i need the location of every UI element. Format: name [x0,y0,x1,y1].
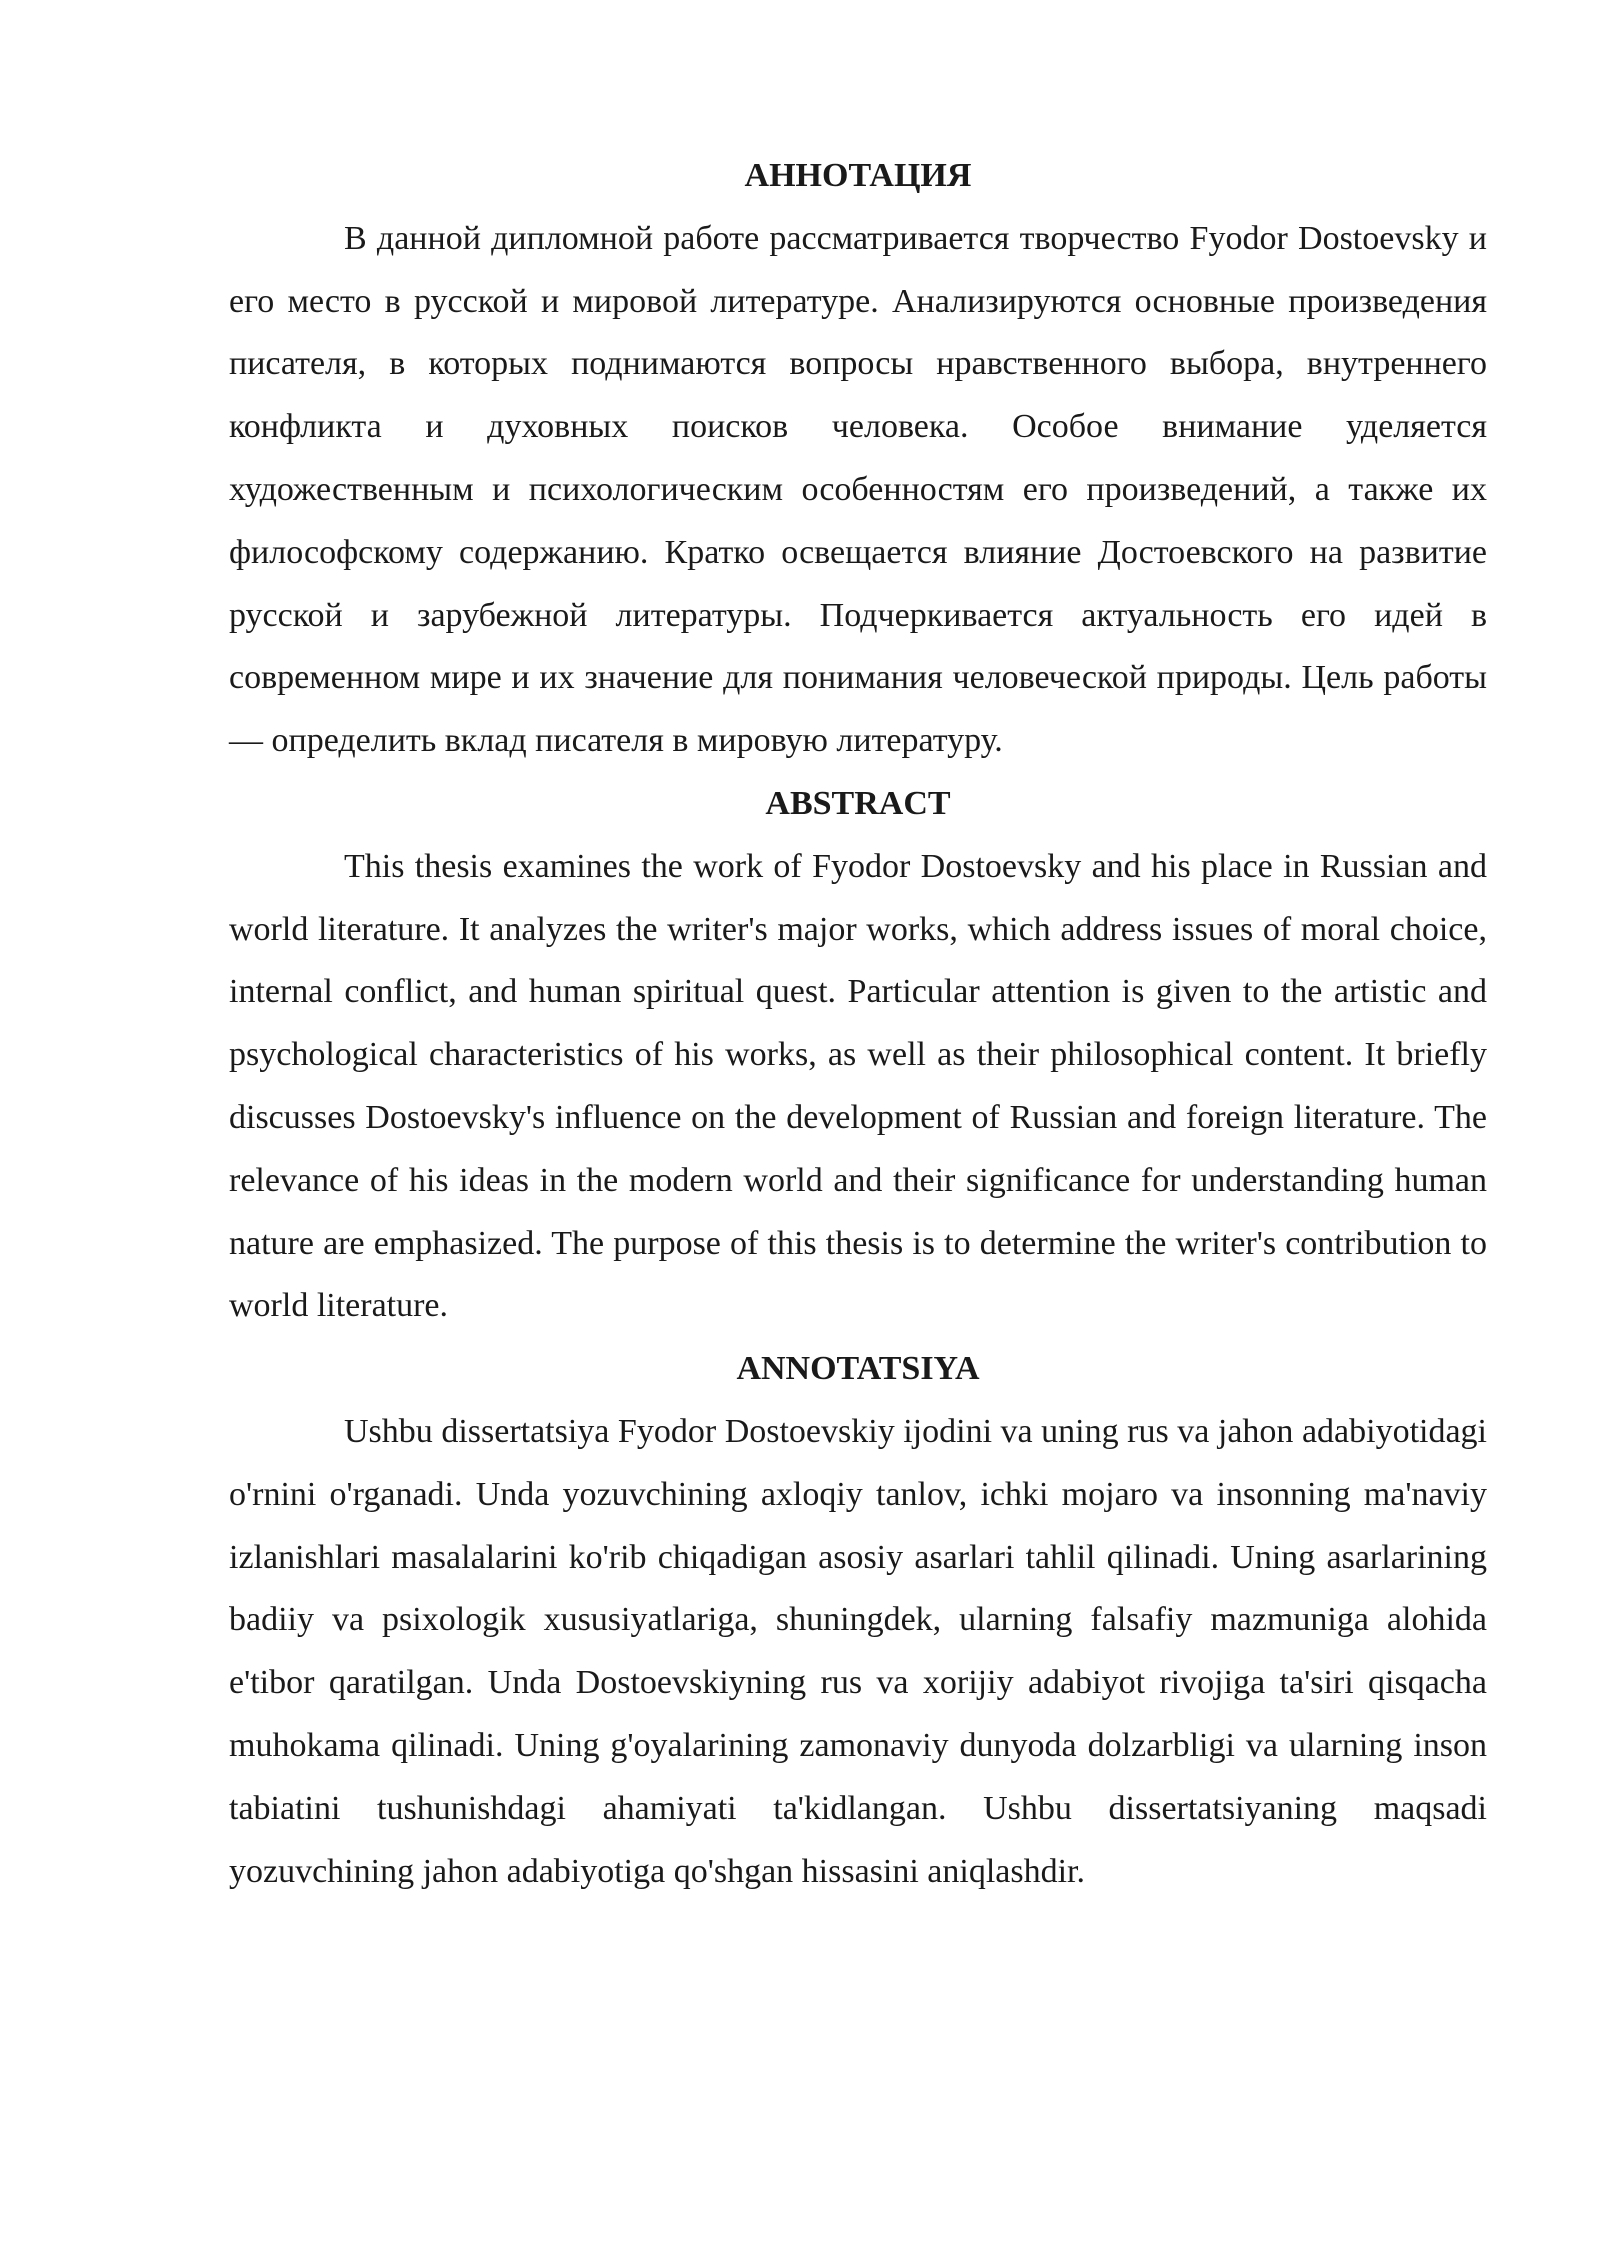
heading-annotatsiya-uz: ANNOTATSIYA [736,1350,980,1388]
heading-abstract-en: ABSTRACT [765,784,951,822]
paragraph-abstract-en: This thesis examines the work of Fyodor Dostoevsky and his place in Russian and world literature. It analyzes the writer's major works, which address issues of moral choice, internal conflict, and human spiritual quest. Particular attention is given to the artistic and psychological characteristics of his works, as well as their philosophical content. It briefly discusses Dostoevsky's influence on the development of Russian and foreign literature. The relevance of his ideas in the modern world and their significance for understanding human nature are emphasized. The purpose of this thesis is to determine the writer's contribution to world literature. [229,847,1487,1325]
section-abstract-en [229,773,1487,1338]
paragraph-annotatsiya-uz: Ushbu dissertatsiya Fyodor Dostoevskiy ijodini va uning rus va jahon adabiyotidagi o'rnini o'rganadi. Unda yozuvchining axloqiy tanlov, ichki mojaro va insonning ma'naviy izlanishlari masalalarini ko'rib chiqadigan asosiy asarlari tahlil qilinadi. Uning asarlarining badiiy va psixologik xususiyatlariga, shuningdek, ularning falsafiy mazmuniga alohida e'tibor qaratilgan. Unda Dostoevskiyning rus va xorijiy adabiyot rivojiga ta'siri qisqacha muhokama qilinadi. Uning g'oyalarining zamonaviy dunyoda dolzarbligi va ularning inson tabiatini tushunishdagi ahamiyati ta'kidlangan. Ushbu dissertatsiyaning maqsadi yozuvchining jahon adabiyotiga qo'shgan hissasini aniqlashdir. [229,1412,1487,1890]
document-body [229,145,1487,1903]
section-annotatsiya-uz [229,1338,1487,1903]
section-annotation-ru [229,145,1487,773]
paragraph-annotation-ru: В данной дипломной работе рассматривается творчество Fyodor Dostoevsky и его место в русской и мировой литературе. Анализируются основные произведения писателя, в которых поднимаются вопросы нравственного выбора, внутреннего конфликта и духовных поисков человека. Особое внимание уделяется художественным и психологическим особенностям его произведений, а также их философскому содержанию. Кратко освещается влияние Достоевского на развитие русской и зарубежной литературы. Подчеркивается актуальность его идей в современном мире и их значение для понимания человеческой природы. Цель работы — определить вклад писателя в мировую литературу. [229,219,1487,760]
heading-annotatsiya-ru: АННОТАЦИЯ [744,157,972,194]
